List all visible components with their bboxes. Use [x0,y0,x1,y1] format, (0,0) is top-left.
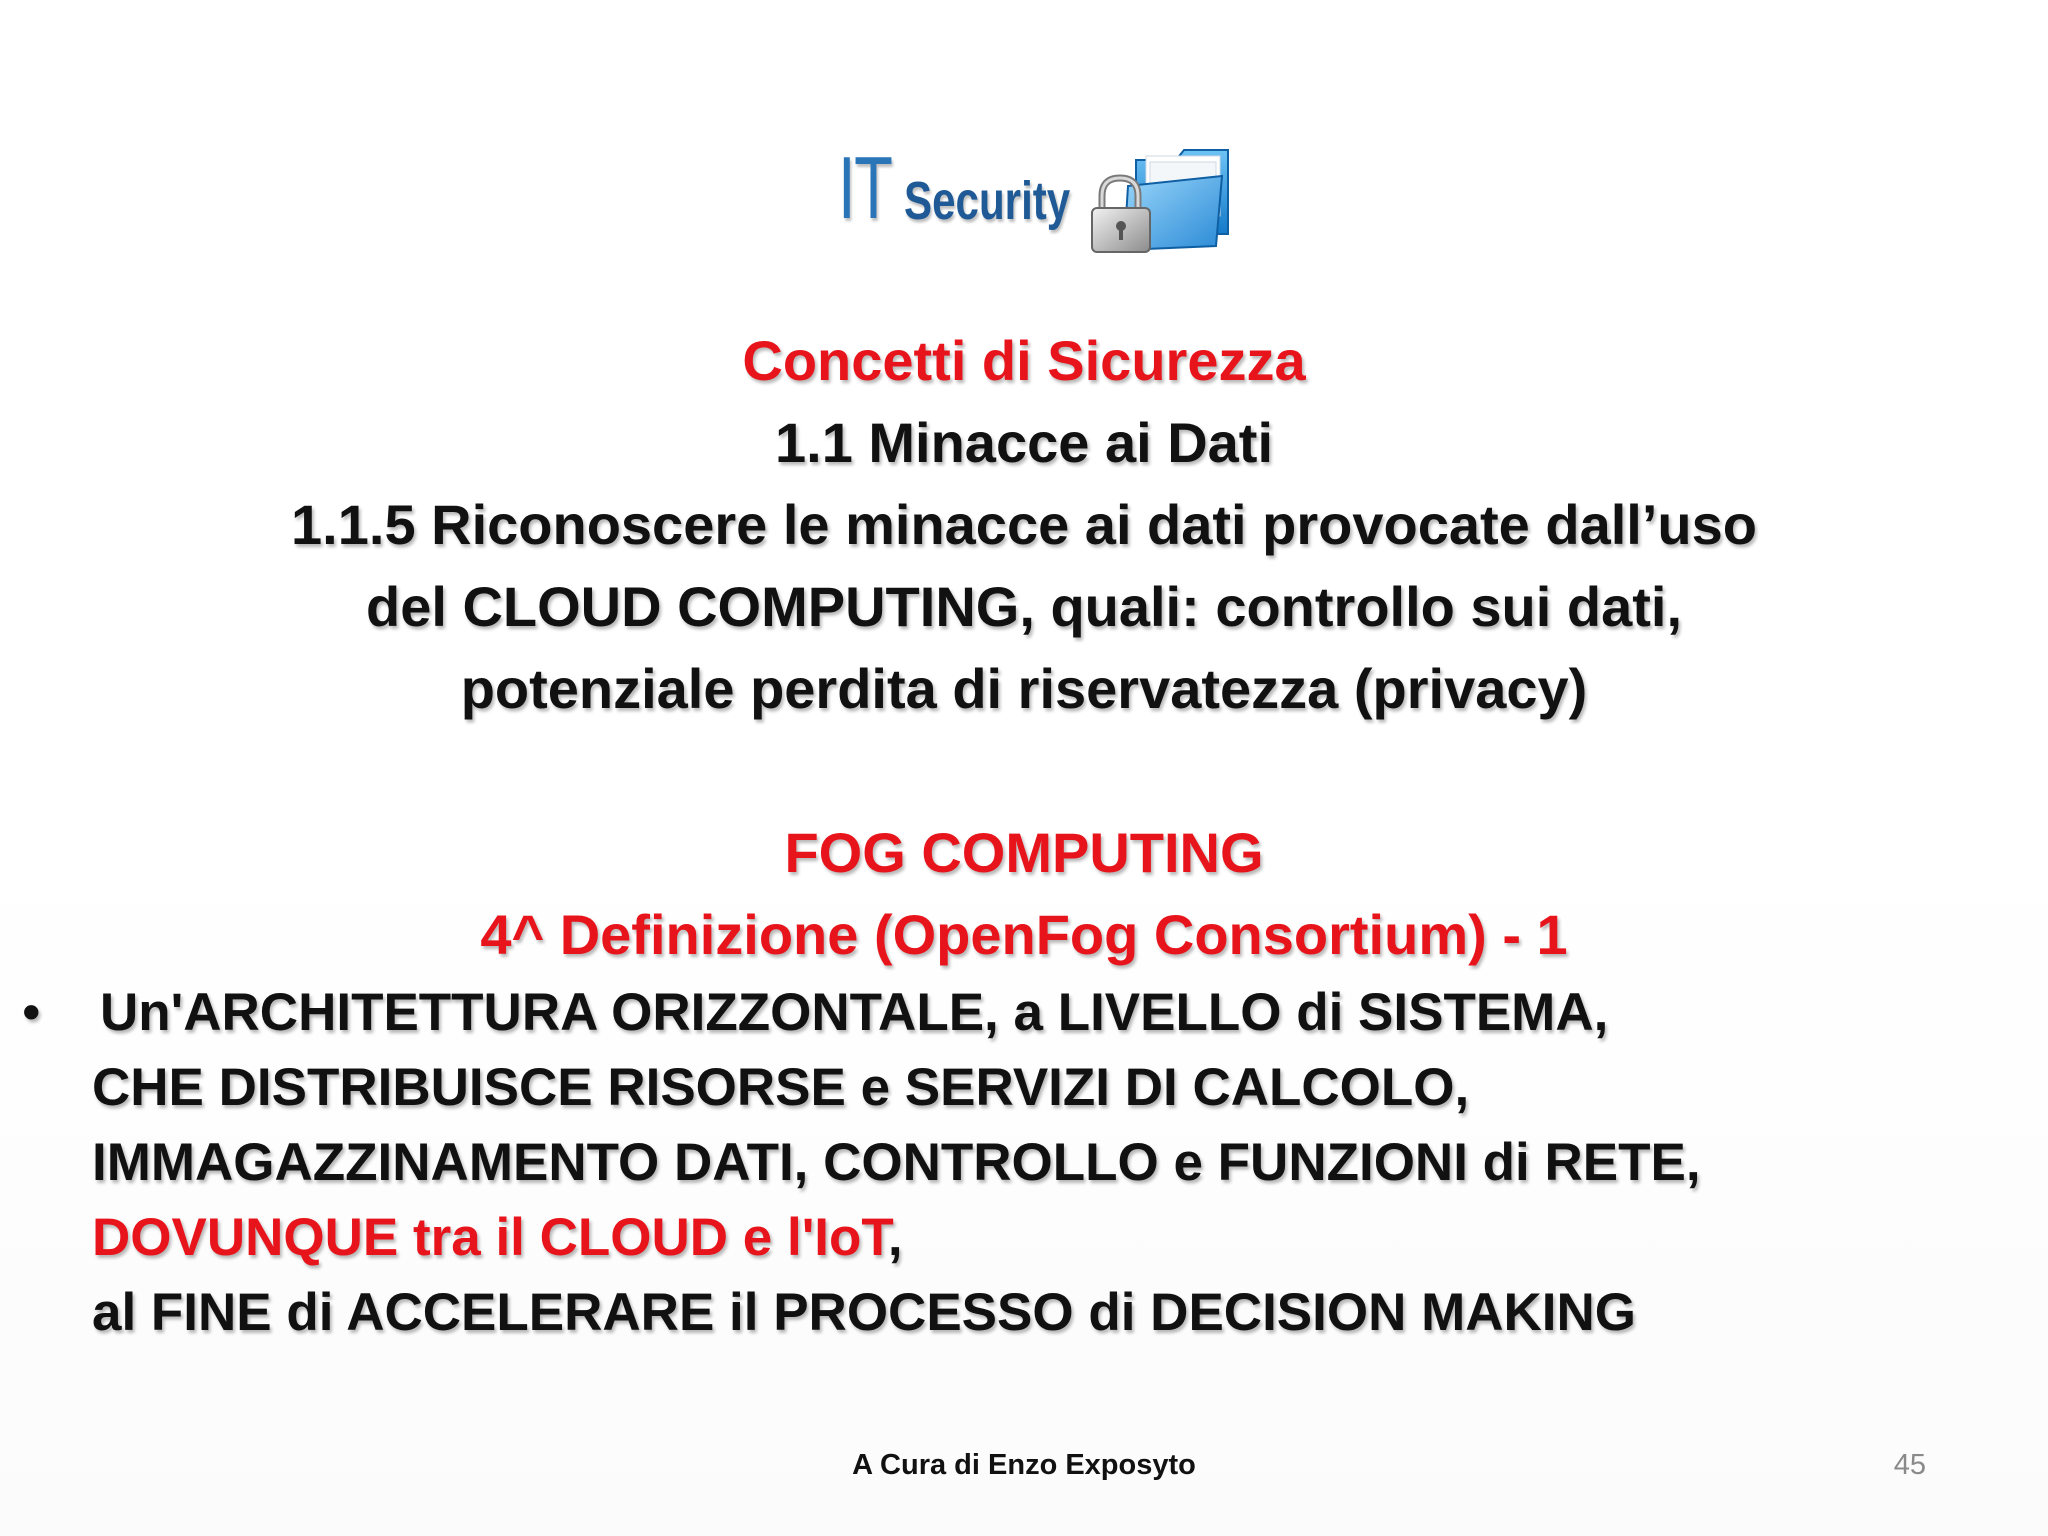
bullet-line-5: al FINE di ACCELERARE il PROCESSO di DECISION MAKING [92,1283,1637,1342]
folder-padlock-icon [1088,138,1230,256]
subsection-line-1: 1.1.5 Riconoscere le minacce ai dati provocate dall’uso [291,493,1757,556]
bullet-line-2: CHE DISTRIBUISCE RISORSE e SERVIZI DI CALCOLO, [92,1058,1470,1117]
bullet-highlight-suffix: , [887,1208,903,1267]
bullet-line-4 [92,1200,903,1275]
page-number: 45 [1893,1449,1926,1481]
spacer [0,730,2048,812]
topic-heading: Concetti di Sicurezza [742,329,1306,392]
subsection-line-3: potenziale perdita di riservatezza (privacy) [460,657,1588,720]
bullet-marker: • [22,983,41,1042]
bullet-line-3: IMMAGAZZINAMENTO DATI, CONTROLLO e FUNZIONI di RETE, [92,1133,1701,1192]
title-block [0,320,2048,976]
section-heading: 1.1 Minacce ai Dati [774,411,1273,474]
bullet-line-1: Un'ARCHITETTURA ORIZZONTALE, a LIVELLO di SISTEMA, [100,983,1609,1042]
slide-subheading: 4^ Definizione (OpenFog Consortium) - 1 [480,903,1568,966]
logo-it-text: IT [838,138,892,237]
it-security-logo [838,138,1238,256]
logo-security-text: Security [904,171,1071,231]
slide-heading: FOG COMPUTING [784,821,1264,884]
bullet-highlight: DOVUNQUE tra il CLOUD e l'IoT [92,1208,888,1267]
subsection-line-2: del CLOUD COMPUTING, quali: controllo sui dati, [366,575,1682,638]
footer-author: A Cura di Enzo Exposyto [852,1449,1196,1481]
